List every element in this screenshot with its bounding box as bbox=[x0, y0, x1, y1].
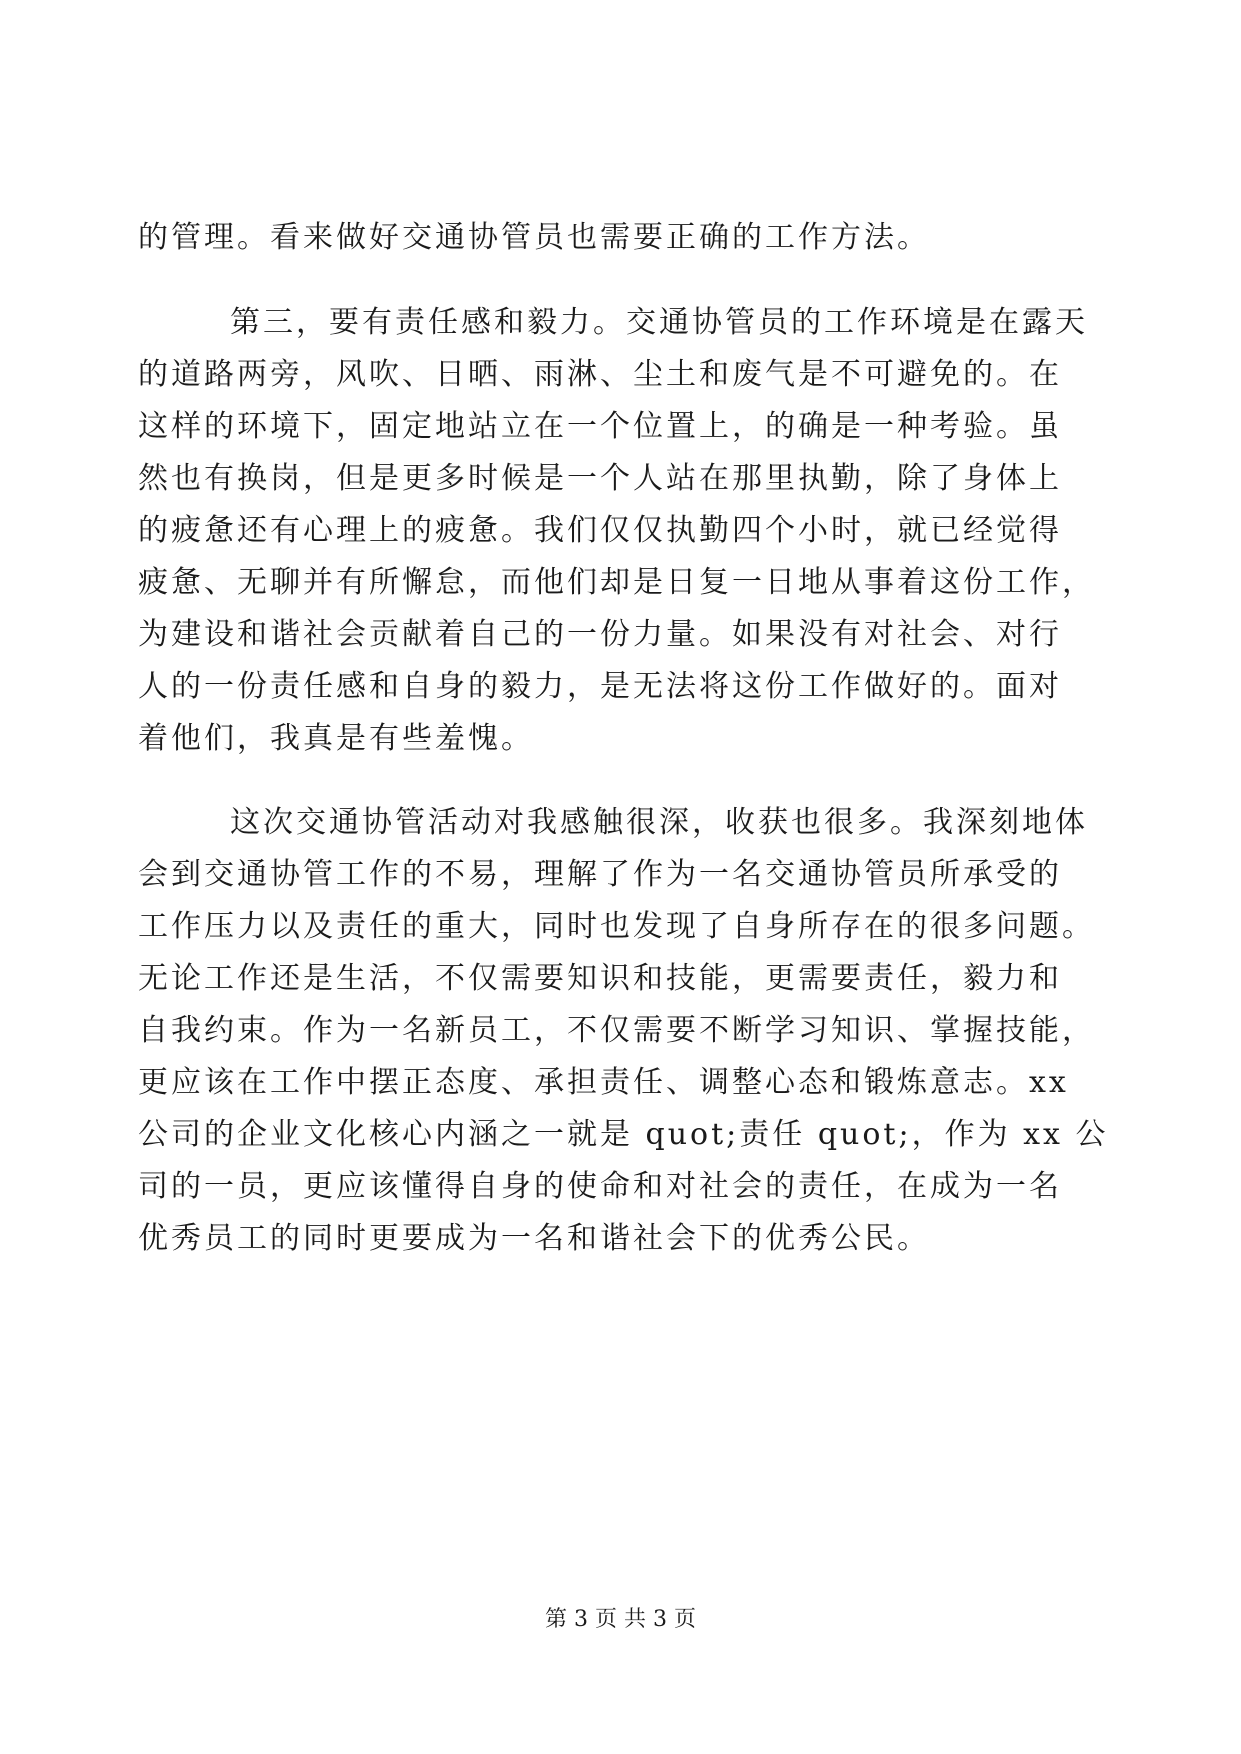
text-line: 着他们，我真是有些羞愧。 bbox=[138, 721, 534, 756]
text-line: 这样的环境下，固定地站立在一个位置上，的确是一种考验。虽 bbox=[138, 409, 1062, 444]
text-line: 人的一份责任感和自身的毅力，是无法将这份工作做好的。面对 bbox=[138, 669, 1062, 704]
text-line: 司的一员，更应该懂得自身的使命和对社会的责任，在成为一名 bbox=[138, 1169, 1062, 1204]
text-line: 会到交通协管工作的不易，理解了作为一名交通协管员所承受的 bbox=[138, 857, 1062, 892]
paragraph-start-line: 这次交通协管活动对我感触很深，收获也很多。我深刻地体 bbox=[230, 805, 1088, 840]
text-line: 自我约束。作为一名新员工，不仅需要不断学习知识、掌握技能， bbox=[138, 1013, 1095, 1048]
text-line: 更应该在工作中摆正态度、承担责任、调整心态和锻炼意志。xx bbox=[138, 1065, 1069, 1100]
text-line: 为建设和谐社会贡献着自己的一份力量。如果没有对社会、对行 bbox=[138, 617, 1062, 652]
page-number-footer: 第 3 页 共 3 页 bbox=[545, 1607, 696, 1632]
text-line: 然也有换岗，但是更多时候是一个人站在那里执勤，除了身体上 bbox=[138, 461, 1062, 496]
paragraph-start-line: 第三，要有责任感和毅力。交通协管员的工作环境是在露天 bbox=[230, 305, 1088, 340]
text-line: 优秀员工的同时更要成为一名和谐社会下的优秀公民。 bbox=[138, 1221, 930, 1256]
text-line: 公司的企业文化核心内涵之一就是 quot;责任 quot;，作为 xx 公 bbox=[138, 1117, 1109, 1152]
text-line: 无论工作还是生活，不仅需要知识和技能，更需要责任，毅力和 bbox=[138, 961, 1062, 996]
text-line: 疲惫、无聊并有所懈怠，而他们却是日复一日地从事着这份工作， bbox=[138, 565, 1095, 600]
text-line: 工作压力以及责任的重大，同时也发现了自身所存在的很多问题。 bbox=[138, 909, 1095, 944]
text-line: 的道路两旁，风吹、日晒、雨淋、尘土和废气是不可避免的。在 bbox=[138, 357, 1062, 392]
text-line: 的疲惫还有心理上的疲惫。我们仅仅执勤四个小时，就已经觉得 bbox=[138, 513, 1062, 548]
text-line: 的管理。看来做好交通协管员也需要正确的工作方法。 bbox=[138, 220, 930, 255]
